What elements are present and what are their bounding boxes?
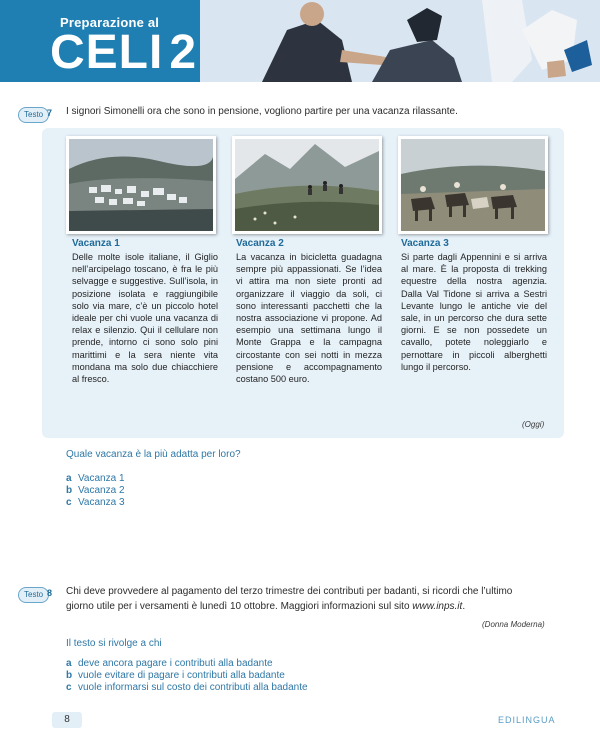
testo7-tag: Testo xyxy=(18,107,49,123)
testo7-prompt: I signori Simonelli ora che sono in pensione, vogliono partire per una vacanza rilassante. xyxy=(66,106,458,117)
testo7-number: 7 xyxy=(47,108,53,118)
testo8-number: 8 xyxy=(47,588,53,598)
header-people-illustration xyxy=(192,0,600,82)
testo7-option-a[interactable] xyxy=(66,473,125,485)
cyclists-image xyxy=(235,139,379,231)
testo8-option-c[interactable] xyxy=(66,682,308,694)
option-text: Vacanza 2 xyxy=(78,485,125,496)
brand-name: CELI xyxy=(50,26,164,79)
vacanza-2-title: Vacanza 2 xyxy=(236,238,284,249)
header-photo xyxy=(192,0,600,82)
testo7-source: (Oggi) xyxy=(522,420,545,429)
option-letter: c xyxy=(66,682,72,693)
option-text: deve ancora pagare i contributi alla badante xyxy=(78,658,273,669)
horses-image xyxy=(401,139,545,231)
header-kicker: Preparazione al xyxy=(60,15,160,30)
page-number: 8 xyxy=(52,712,82,728)
vacanza-3-body: Si parte dagli Appennini e si arriva al mare. È la proposta di trekking equestre della nostra agenzia. Dalla Val Tidone si arriva a Sestri Levante lungo le antiche vie del sale, in un percorso che dura sette giorni. E se non possedete un cavallo, potete noleggiarlo e pernottare in piccoli alberghetti lungo il percorso. xyxy=(401,252,547,372)
prompt-period: . xyxy=(462,601,466,612)
header-brand xyxy=(50,26,197,80)
testo7-option-b[interactable] xyxy=(66,485,125,497)
testo8-prompt-line1: Chi deve provvedere al pagamento del terzo trimestre dei contributi per badanti, si ricordi che l’ultimo xyxy=(66,586,513,597)
option-text: vuole informarsi sul costo dei contributi alla badante xyxy=(78,682,308,693)
inps-link: www.inps.it xyxy=(412,601,463,612)
brand-level: 2 xyxy=(169,26,198,79)
testo8-prompt-line2: giorno utile per i versamenti è lunedì 10 ottobre. Maggiori informazioni sul sito xyxy=(66,601,413,612)
cyclists-in-mountains-photo xyxy=(232,136,382,234)
testo8-source: (Donna Moderna) xyxy=(482,620,545,629)
publisher-logo: EDILINGUA xyxy=(498,715,556,725)
testo8-prompt xyxy=(66,584,586,614)
island-village-photo xyxy=(66,136,216,234)
option-letter: b xyxy=(66,485,73,496)
horse-trekking-photo xyxy=(398,136,548,234)
testo8-tag: Testo xyxy=(18,587,49,603)
option-text: vuole evitare di pagare i contributi alla badante xyxy=(78,670,285,681)
testo7-option-c[interactable] xyxy=(66,497,125,509)
option-letter: b xyxy=(66,670,73,681)
testo8-option-a[interactable] xyxy=(66,658,273,670)
vacanza-1-title: Vacanza 1 xyxy=(72,238,120,249)
option-letter: a xyxy=(66,658,72,669)
vacanza-3-title: Vacanza 3 xyxy=(401,238,449,249)
option-text: Vacanza 3 xyxy=(78,497,125,508)
island-village-image xyxy=(69,139,213,231)
testo8-question: Il testo si rivolge a chi xyxy=(66,638,162,649)
page-header xyxy=(0,0,600,82)
option-letter: a xyxy=(66,473,72,484)
option-text: Vacanza 1 xyxy=(78,473,125,484)
testo7-question: Quale vacanza è la più adatta per loro? xyxy=(66,449,241,460)
option-letter: c xyxy=(66,497,72,508)
testo8-option-b[interactable] xyxy=(66,670,285,682)
vacanza-2-body: La vacanza in bicicletta guadagna sempre più appassionati. Se l’idea vi attira ma non siete pronti ad organizzare il viaggio da soli, ci sono interessanti pacchetti che la nostra associazione vi propone. Ad esempio una settimana lungo il Monte Grappa e la campagna circostante con sei notti in mezza pensione e accompagnamento costano 500 euro. xyxy=(236,252,382,385)
vacanza-1-body: Delle molte isole italiane, il Giglio nell’arcipelago toscano, è fra le più selvagge e suggestive. Sull’isola, in posizione isolata e raggiungibile solo via mare, c’è un piccolo hotel ideale per chi vuole una vacanza di relax e silenzio. Qui il cellulare non prende, intorno ci sono solo pini marittimi e la sera niente vita mondana ma solo due chiacchiere al fresco. xyxy=(72,252,218,385)
